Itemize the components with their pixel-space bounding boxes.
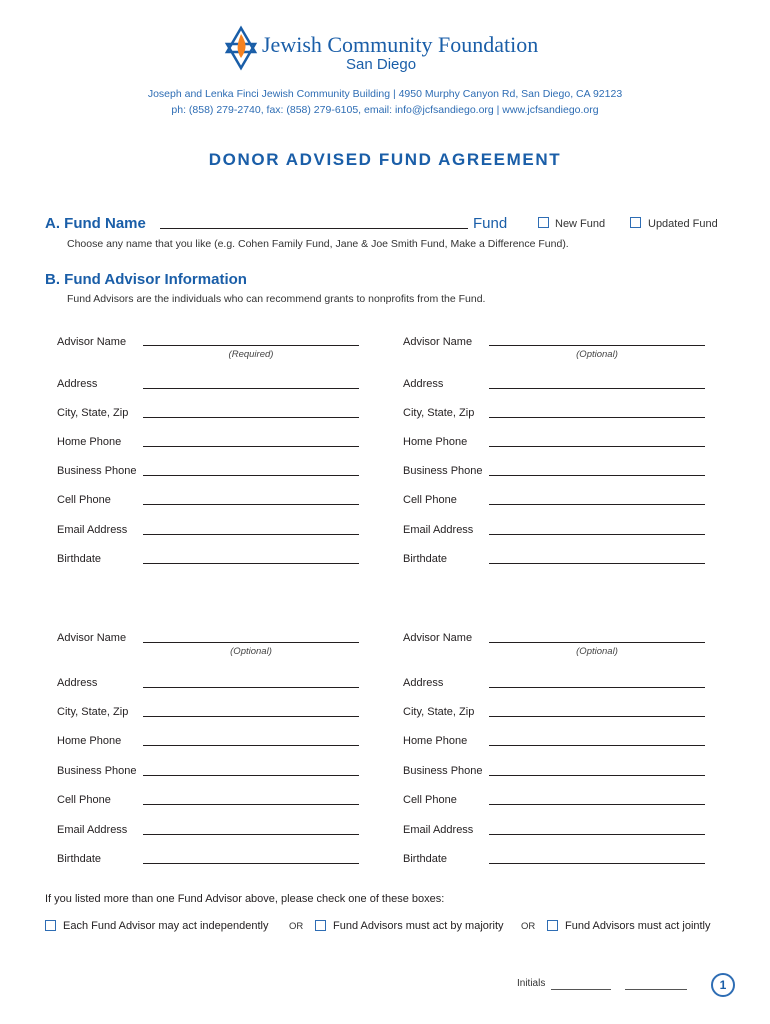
advisor-3-address-label: Address	[57, 677, 98, 689]
advisor-1-city-label: City, State, Zip	[57, 407, 129, 419]
advisor-3-email-label: Email Address	[57, 824, 128, 836]
fund-advisor-note: Fund Advisors are the individuals who can recommend grants to nonprofits from the Fund.	[67, 293, 486, 305]
star-flame-logo-icon	[224, 24, 258, 72]
or-separator-1: OR	[289, 921, 304, 932]
advisor-3-home-phone-label: Home Phone	[57, 735, 122, 747]
advisor-2-city-label: City, State, Zip	[403, 407, 475, 419]
advisor-2-name-label: Advisor Name	[403, 336, 473, 348]
advisor-4-email-label: Email Address	[403, 824, 474, 836]
advisor-2-business-phone-label: Business Phone	[403, 465, 483, 477]
advisor-1-business-phone-label: Business Phone	[57, 465, 137, 477]
act-independently-label: Each Fund Advisor may act independently	[63, 920, 269, 932]
advisor-2-home-phone-field[interactable]	[489, 446, 705, 447]
advisor-4-home-phone-field[interactable]	[489, 745, 705, 746]
fund-name-note: Choose any name that you like (e.g. Cohen Family Fund, Jane & Joe Smith Fund, Make a Difference Fund).	[67, 238, 569, 250]
advisor-3-business-phone-field[interactable]	[143, 775, 359, 776]
advisor-1-cell-phone-label: Cell Phone	[57, 494, 111, 506]
advisor-4-birthdate-field[interactable]	[489, 863, 705, 864]
advisor-4-birthdate-label: Birthdate	[403, 853, 448, 865]
section-b-heading: B. Fund Advisor Information	[45, 271, 247, 288]
advisor-3-cell-phone-field[interactable]	[143, 804, 359, 805]
advisor-4-business-phone-field[interactable]	[489, 775, 705, 776]
advisor-4-business-phone-label: Business Phone	[403, 765, 483, 777]
advisor-2-address-label: Address	[403, 378, 444, 390]
act-by-majority-checkbox[interactable]	[315, 920, 326, 931]
act-by-majority-label: Fund Advisors must act by majority	[333, 920, 504, 932]
advisor-4-home-phone-label: Home Phone	[403, 735, 468, 747]
advisor-4-name-label: Advisor Name	[403, 632, 473, 644]
initials-label: Initials	[517, 978, 546, 989]
advisor-3-optional-hint: (Optional)	[230, 646, 272, 657]
advisor-2-cell-phone-field[interactable]	[489, 504, 705, 505]
advisor-4-city-label: City, State, Zip	[403, 706, 475, 718]
advisor-3-cell-phone-label: Cell Phone	[57, 794, 111, 806]
act-jointly-label: Fund Advisors must act jointly	[565, 920, 711, 932]
advisor-1-address-field[interactable]	[143, 388, 359, 389]
address-line-2: ph: (858) 279-2740, fax: (858) 279-6105, email: info@jcfsandiego.org | www.jcfsandiego.org	[171, 104, 599, 116]
new-fund-label: New Fund	[555, 218, 606, 230]
advisor-4-address-field[interactable]	[489, 687, 705, 688]
advisor-1-cell-phone-field[interactable]	[143, 504, 359, 505]
initials-field-2[interactable]	[625, 989, 687, 990]
advisor-1-city-field[interactable]	[143, 417, 359, 418]
advisor-4-email-field[interactable]	[489, 834, 705, 835]
advisor-2-email-field[interactable]	[489, 534, 705, 535]
page-number-badge: 1	[711, 973, 735, 997]
advisor-1-birthdate-label: Birthdate	[57, 553, 102, 565]
advisor-4-name-field[interactable]	[489, 642, 705, 643]
advisor-2-name-field[interactable]	[489, 345, 705, 346]
advisor-3-home-phone-field[interactable]	[143, 745, 359, 746]
advisor-4-cell-phone-label: Cell Phone	[403, 794, 457, 806]
advisor-3-birthdate-label: Birthdate	[57, 853, 102, 865]
advisor-1-birthdate-field[interactable]	[143, 563, 359, 564]
updated-fund-label: Updated Fund	[648, 218, 718, 230]
advisor-3-name-label: Advisor Name	[57, 632, 127, 644]
initials-field-1[interactable]	[551, 989, 611, 990]
new-fund-checkbox[interactable]	[538, 217, 549, 228]
fund-name-field[interactable]	[160, 228, 468, 229]
multiple-advisors-question: If you listed more than one Fund Advisor above, please check one of these boxes:	[45, 893, 445, 905]
advisor-2-optional-hint: (Optional)	[576, 349, 618, 360]
section-a-heading: A. Fund Name	[45, 215, 146, 232]
advisor-1-home-phone-label: Home Phone	[57, 436, 122, 448]
advisor-1-required-hint: (Required)	[228, 349, 274, 360]
document-title: DONOR ADVISED FUND AGREEMENT	[208, 150, 562, 169]
advisor-3-city-label: City, State, Zip	[57, 706, 129, 718]
advisor-1-home-phone-field[interactable]	[143, 446, 359, 447]
logo	[224, 22, 554, 74]
advisor-3-business-phone-label: Business Phone	[57, 765, 137, 777]
address-line-1: Joseph and Lenka Finci Jewish Community Building | 4950 Murphy Canyon Rd, San Diego, CA 92123	[147, 88, 623, 100]
advisor-3-address-field[interactable]	[143, 687, 359, 688]
fund-word: Fund	[473, 215, 508, 232]
logo-subtitle: San Diego	[346, 56, 417, 73]
advisor-3-name-field[interactable]	[143, 642, 359, 643]
updated-fund-checkbox[interactable]	[630, 217, 641, 228]
advisor-3-city-field[interactable]	[143, 716, 359, 717]
advisor-2-business-phone-field[interactable]	[489, 475, 705, 476]
advisor-1-business-phone-field[interactable]	[143, 475, 359, 476]
or-separator-2: OR	[521, 921, 536, 932]
advisor-1-address-label: Address	[57, 378, 98, 390]
act-independently-checkbox[interactable]	[45, 920, 56, 931]
advisor-2-birthdate-label: Birthdate	[403, 553, 448, 565]
advisor-2-email-label: Email Address	[403, 524, 474, 536]
advisor-1-name-label: Advisor Name	[57, 336, 127, 348]
advisor-4-optional-hint: (Optional)	[576, 646, 618, 657]
advisor-4-cell-phone-field[interactable]	[489, 804, 705, 805]
advisor-2-cell-phone-label: Cell Phone	[403, 494, 457, 506]
advisor-2-home-phone-label: Home Phone	[403, 436, 468, 448]
advisor-4-city-field[interactable]	[489, 716, 705, 717]
advisor-1-name-field[interactable]	[143, 345, 359, 346]
advisor-3-birthdate-field[interactable]	[143, 863, 359, 864]
advisor-2-birthdate-field[interactable]	[489, 563, 705, 564]
advisor-1-email-label: Email Address	[57, 524, 128, 536]
advisor-2-city-field[interactable]	[489, 417, 705, 418]
logo-title: Jewish Community Foundation	[262, 32, 539, 57]
advisor-3-email-field[interactable]	[143, 834, 359, 835]
advisor-1-email-field[interactable]	[143, 534, 359, 535]
advisor-2-address-field[interactable]	[489, 388, 705, 389]
act-jointly-checkbox[interactable]	[547, 920, 558, 931]
advisor-4-address-label: Address	[403, 677, 444, 689]
